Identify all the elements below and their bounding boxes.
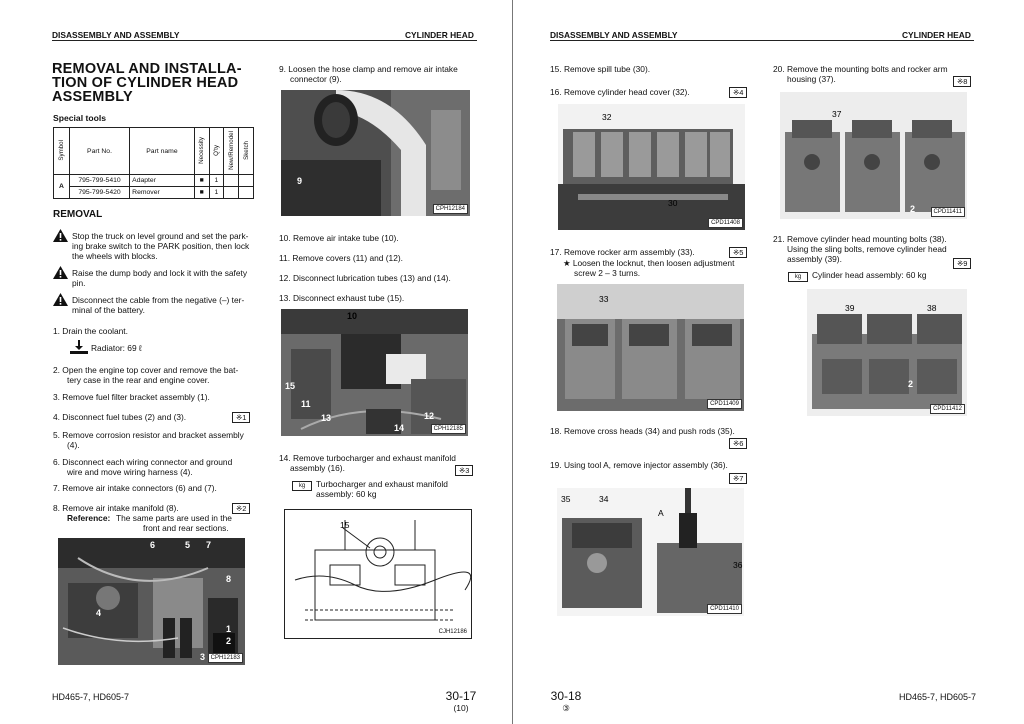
col-necessity: Necessity (198, 136, 206, 164)
right-page (513, 0, 1024, 724)
col-qty: Q'ty (212, 144, 220, 156)
photo-caption: CPD11411 (931, 207, 965, 217)
photo-label: 6 (150, 540, 156, 550)
step-15: 15. Remove spill tube (30). (550, 64, 651, 74)
qty-cell: 1 (209, 175, 224, 187)
photo-label: 2 (226, 636, 232, 646)
turbo-weight: Turbocharger and exhaust manifold assembly: 60 kg (316, 479, 448, 499)
photo-label: 38 (927, 303, 937, 313)
photo-label: 14 (394, 423, 405, 433)
special-tools-heading: Special tools (53, 113, 107, 123)
step-13: 13. Disconnect exhaust tube (15). (279, 293, 405, 303)
photo-label: 8 (226, 574, 232, 584)
photo-label: 15 (340, 520, 350, 530)
photo-label: 7 (206, 540, 212, 550)
star-note: ★ Loosen the locknut, then loosen adjustment screw 2 – 3 turns. (563, 258, 735, 278)
footer-model: HD465-7, HD605-7 (899, 692, 977, 702)
radiator-capacity: Radiator: 69 ℓ (91, 343, 142, 353)
photo-label: A (658, 508, 664, 518)
step-1: 1. Drain the coolant. (53, 326, 128, 336)
photo-label: 15 (285, 381, 296, 391)
photo-covers (281, 309, 468, 436)
photo-rocker-arm (557, 284, 744, 411)
ref-note-4: ※4 (729, 87, 747, 98)
photo-fuel-filter (58, 538, 245, 665)
ref-note-7: ※7 (729, 473, 747, 484)
table-row (54, 175, 254, 187)
table-row (54, 187, 254, 199)
photo-injector (557, 488, 744, 616)
reference-label: Reference: (67, 513, 111, 523)
page-subnumber: ③ (562, 703, 570, 713)
photo-caption: CPH12183 (208, 653, 243, 663)
photo-label: 33 (599, 294, 609, 304)
warning-icon (53, 293, 68, 306)
header-topic: CYLINDER HEAD (902, 30, 971, 40)
photo-label: 4 (96, 608, 102, 618)
photo-caption: CPD11412 (930, 404, 965, 414)
ref-note-9: ※9 (953, 258, 971, 269)
diagram-turbocharger (284, 509, 472, 639)
weight-icon: kg (292, 481, 312, 491)
step-5: 5. Remove corrosion resistor and bracket assembly (4). (53, 430, 244, 450)
photo-label: 2 (908, 379, 914, 389)
step-9: 9. Loosen the hose clamp and remove air intake connector (9). (279, 64, 458, 84)
header-topic: CYLINDER HEAD (405, 30, 474, 40)
step-7: 7. Remove air intake connectors (6) and (7). (53, 483, 217, 493)
partname-cell: Adapter (130, 175, 195, 187)
photo-label: 39 (845, 303, 855, 313)
step-4: 4. Disconnect fuel tubes (2) and (3). (53, 412, 187, 422)
step-3: 3. Remove fuel filter bracket assembly (1). (53, 392, 210, 402)
title-line: TION OF CYLINDER HEAD (52, 75, 239, 91)
header-section: DISASSEMBLY AND ASSEMBLY (52, 30, 180, 40)
step-21: 21. Remove cylinder head mounting bolts (38). Using the sling bolts, remove cylinder head assembly (39). (773, 234, 947, 264)
photo-label: 34 (599, 494, 609, 504)
photo-label: 35 (561, 494, 571, 504)
step-6: 6. Disconnect each wiring connector and ground wire and move wiring harness (4). (53, 457, 233, 477)
title-line: REMOVAL AND INSTALLA- (52, 61, 242, 77)
ref-note-2: ※2 (232, 503, 250, 514)
photo-head-cover (558, 104, 745, 230)
title-line: ASSEMBLY (52, 89, 133, 105)
step-14: 14. Remove turbocharger and exhaust manifold assembly (16). (279, 453, 456, 473)
col-symbol: Symbol (57, 139, 65, 161)
symbol-cell: A (54, 175, 70, 199)
photo-label: 11 (301, 399, 311, 409)
col-partname: Part name (130, 128, 195, 175)
photo-label: 32 (602, 112, 612, 122)
step-10: 10. Remove air intake tube (10). (279, 233, 399, 243)
photo-label: 1 (226, 624, 232, 634)
header-rule (550, 40, 974, 41)
footer-model: HD465-7, HD605-7 (52, 692, 130, 702)
partname-cell: Remover (130, 187, 195, 199)
qty-cell: 1 (209, 187, 224, 199)
warning-text-2: Raise the dump body and lock it with the safety pin. (72, 268, 248, 288)
partno-cell: 795-799-5410 (69, 175, 129, 187)
ref-note-3: ※3 (455, 465, 473, 476)
step-19: 19. Using tool A, remove injector assembly (36). (550, 460, 728, 470)
photo-label: 2 (910, 204, 916, 214)
step-2: 2. Open the engine top cover and remove the bat- tery case in the rear and engine cover. (53, 365, 239, 385)
col-partno: Part No. (69, 128, 129, 175)
warning-icon (53, 229, 68, 242)
reference-text: The same parts are used in the front and rear sections. (116, 513, 232, 533)
header-rule (52, 40, 477, 41)
step-11: 11. Remove covers (11) and (12). (279, 253, 403, 263)
photo-caption: CPD11408 (708, 218, 743, 228)
photo-label: 36 (733, 560, 743, 570)
photo-label: 30 (668, 198, 678, 208)
ref-note-5: ※5 (729, 247, 747, 258)
page-number: 30-17 (445, 689, 477, 703)
step-12: 12. Disconnect lubrication tubes (13) and (14). (279, 273, 451, 283)
ref-note-8: ※8 (953, 76, 971, 87)
photo-cylinder-head (807, 289, 967, 416)
photo-label: 13 (321, 413, 332, 423)
header-section: DISASSEMBLY AND ASSEMBLY (550, 30, 678, 40)
warning-text-1: Stop the truck on level ground and set the park- ing brake switch to the PARK position, then lock the wheels with blocks. (72, 231, 250, 261)
page-number: 30-18 (550, 689, 582, 703)
photo-label: 12 (424, 411, 435, 421)
step-18: 18. Remove cross heads (34) and push rods (35). (550, 426, 735, 436)
photo-caption: CJH12186 (438, 629, 467, 635)
special-tools-table (53, 127, 254, 199)
photo-label: 5 (185, 540, 191, 550)
page-title (52, 62, 242, 104)
partno-cell: 795-799-5420 (69, 187, 129, 199)
photo-label: 9 (297, 176, 303, 186)
ref-note-6: ※6 (729, 438, 747, 449)
photo-caption: CPH12185 (431, 424, 466, 434)
col-sketch: Sketch (242, 140, 250, 160)
step-17: 17. Remove rocker arm assembly (33). (550, 247, 695, 257)
cylinder-head-weight: Cylinder head assembly: 60 kg (812, 270, 927, 280)
ref-note-1: ※1 (232, 412, 250, 423)
photo-caption: CPD11409 (707, 399, 742, 409)
coolant-icon (70, 338, 88, 356)
weight-icon: kg (788, 272, 808, 282)
step-16: 16. Remove cylinder head cover (32). (550, 87, 690, 97)
photo-caption: CPH12184 (433, 204, 468, 214)
necessity-cell: ■ (194, 175, 209, 187)
photo-air-intake (281, 90, 470, 216)
photo-label: 3 (200, 652, 206, 662)
photo-caption: CPD11410 (707, 604, 742, 614)
warning-text-3: Disconnect the cable from the negative (–) ter- minal of the battery. (72, 295, 245, 315)
photo-label: 37 (832, 109, 842, 119)
step-20: 20. Remove the mounting bolts and rocker arm housing (37). (773, 64, 948, 84)
step-8: 8. Remove air intake manifold (8). (53, 503, 179, 513)
warning-icon (53, 266, 68, 279)
removal-heading: REMOVAL (53, 209, 103, 220)
star-icon: ★ (563, 258, 573, 268)
photo-label: 10 (347, 311, 358, 321)
necessity-cell: ■ (194, 187, 209, 199)
photo-rocker-housing (780, 92, 967, 219)
col-newremodel: New/Remodel (227, 130, 235, 170)
page-subnumber: (10) (453, 703, 469, 713)
